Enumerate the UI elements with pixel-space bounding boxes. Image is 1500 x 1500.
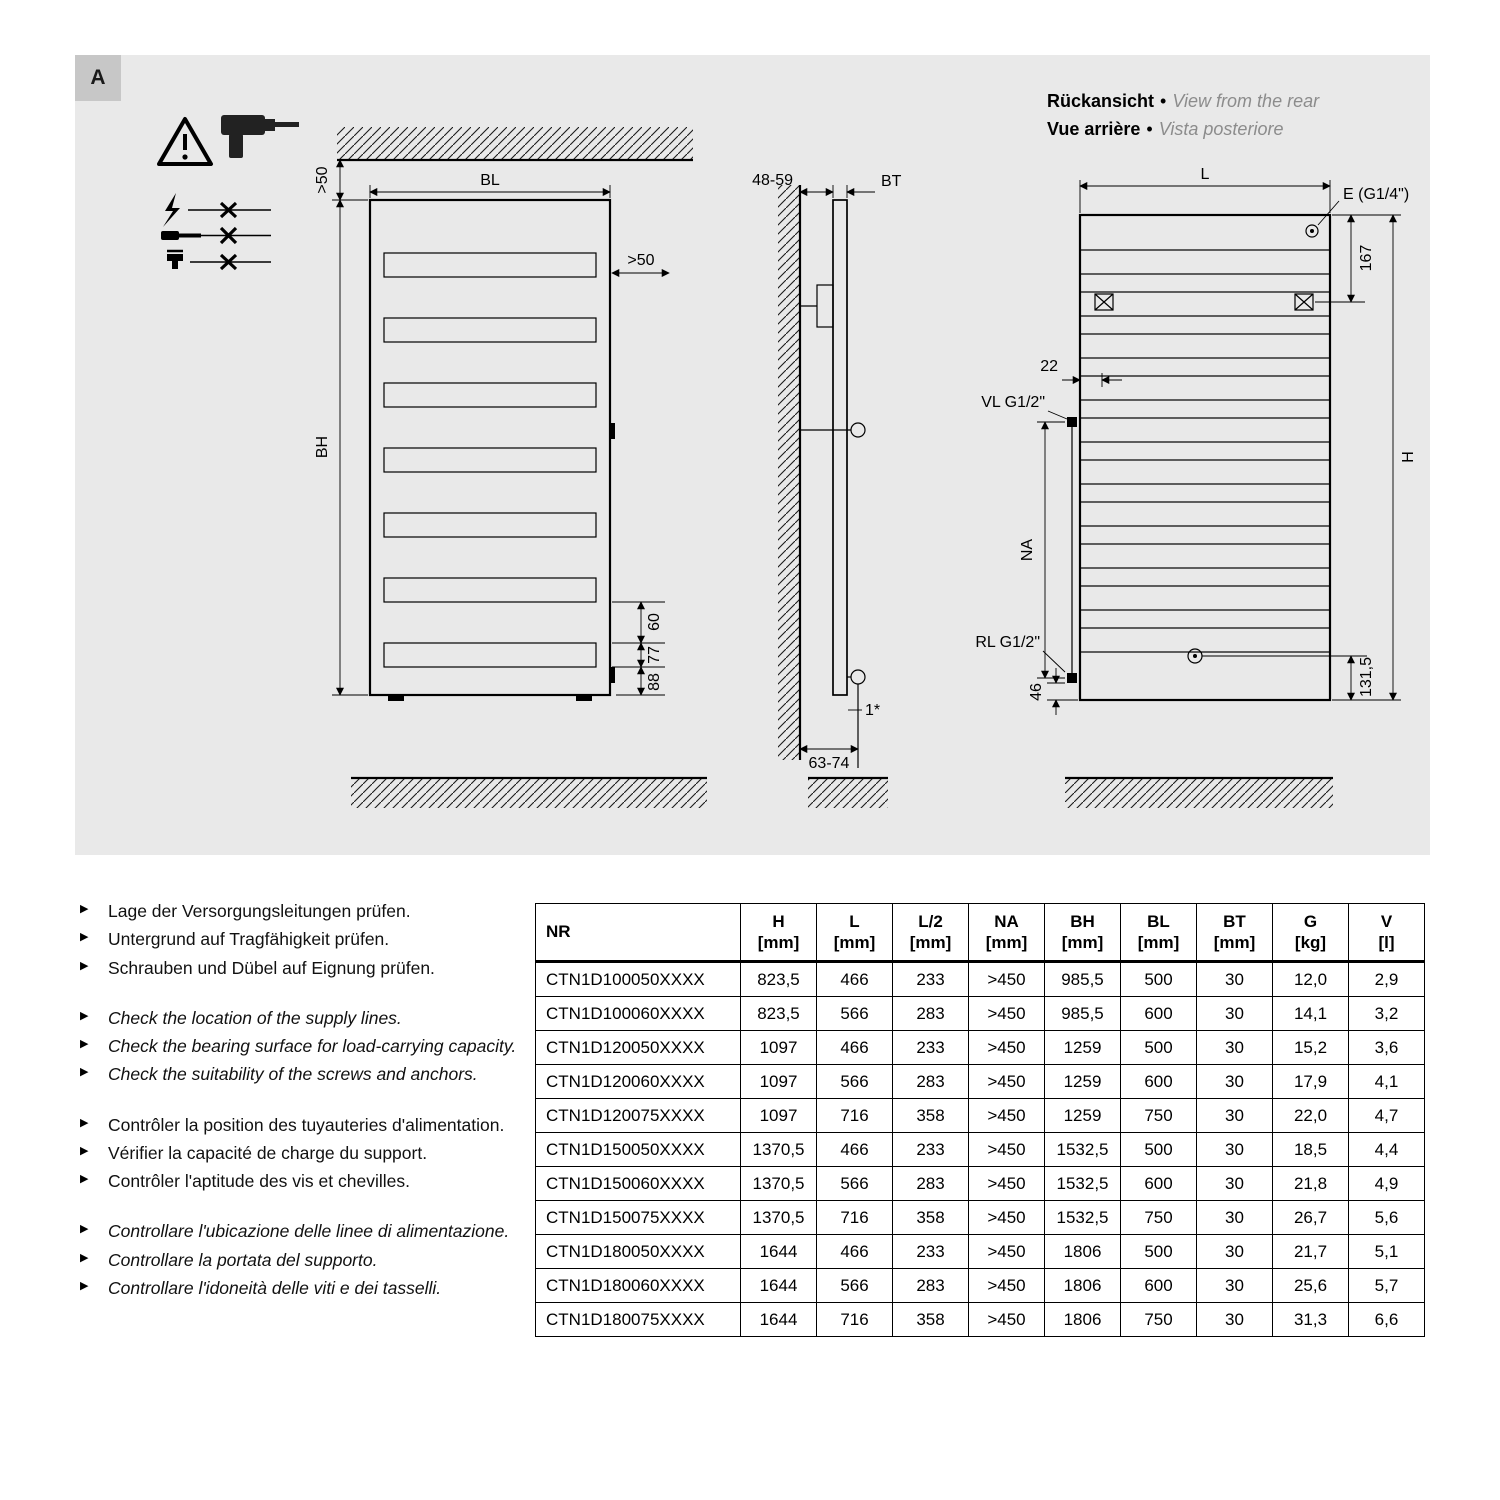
vl-connection (1067, 417, 1077, 427)
value-cell: 466 (817, 1235, 893, 1269)
hidden-pipe-icon (161, 228, 271, 243)
value-cell: 14,1 (1273, 997, 1349, 1031)
value-cell: 5,6 (1349, 1201, 1425, 1235)
notes-german (78, 898, 530, 981)
dim-label-bh: BH (314, 435, 331, 459)
dim-label-wall-gap: 48-59 (752, 172, 793, 189)
bullet-icon: ▶ (80, 1144, 89, 1157)
value-cell: 21,7 (1273, 1235, 1349, 1269)
value-cell: >450 (969, 1167, 1045, 1201)
dim-label-e: E (G1/4") (1343, 186, 1410, 203)
caption-en: View from the rear (1172, 91, 1320, 111)
value-cell: 21,8 (1273, 1167, 1349, 1201)
value-cell: 30 (1197, 1201, 1273, 1235)
value-cell: 233 (893, 1031, 969, 1065)
value-cell: 31,3 (1273, 1303, 1349, 1337)
value-cell: 1644 (741, 1269, 817, 1303)
note-text: Schrauben und Dübel auf Eignung prüfen. (108, 957, 435, 978)
dim-label-one-star: 1* (865, 702, 881, 719)
header-row (536, 904, 1425, 962)
value-cell: 716 (817, 1099, 893, 1133)
nr-cell: CTN1D180060XXXX (536, 1269, 741, 1303)
value-cell: 716 (817, 1201, 893, 1235)
nr-cell: CTN1D100050XXXX (536, 962, 741, 997)
dim-label-bl: BL (480, 172, 500, 189)
dim-label-22: 22 (1040, 358, 1058, 375)
value-cell: >450 (969, 1133, 1045, 1167)
instruction-notes (78, 898, 530, 1325)
value-cell: 12,0 (1273, 962, 1349, 997)
note-text: Untergrund auf Tragfähigkeit prüfen. (108, 929, 390, 950)
value-cell: 15,2 (1273, 1031, 1349, 1065)
value-cell: 5,1 (1349, 1235, 1425, 1269)
table-row (536, 997, 1425, 1031)
value-cell: 233 (893, 1133, 969, 1167)
value-cell: 30 (1197, 997, 1273, 1031)
value-cell: 1097 (741, 1065, 817, 1099)
table-row (536, 1235, 1425, 1269)
value-cell: 716 (817, 1303, 893, 1337)
dim-label-gt50-right: >50 (627, 252, 655, 269)
value-cell: 500 (1121, 962, 1197, 997)
nr-cell: CTN1D120050XXXX (536, 1031, 741, 1065)
value-cell: 26,7 (1273, 1201, 1349, 1235)
dim-label-h: H (1400, 451, 1417, 463)
nr-cell: CTN1D120060XXXX (536, 1065, 741, 1099)
value-cell: 600 (1121, 1065, 1197, 1099)
value-cell: 985,5 (1045, 997, 1121, 1031)
value-cell: 1259 (1045, 1099, 1121, 1133)
value-cell: 500 (1121, 1235, 1197, 1269)
table-row (536, 1201, 1425, 1235)
value-cell: 823,5 (741, 962, 817, 997)
note-item (78, 1033, 530, 1059)
bullet-icon: ▶ (80, 1038, 89, 1050)
table-row (536, 1065, 1425, 1099)
value-cell: 30 (1197, 1133, 1273, 1167)
col-header-h: H [mm] (741, 904, 817, 962)
note-item (78, 1275, 530, 1301)
value-cell: 566 (817, 997, 893, 1031)
value-cell: 233 (893, 962, 969, 997)
drawing-panel (75, 55, 1430, 855)
col-header-l2: L/2 [mm] (893, 904, 969, 962)
bullet-icon: ▶ (80, 1223, 89, 1236)
value-cell: 600 (1121, 1167, 1197, 1201)
value-cell: 5,7 (1349, 1269, 1425, 1303)
mounting-bracket-icon (1095, 294, 1113, 310)
value-cell: 30 (1197, 1269, 1273, 1303)
nr-cell: CTN1D180050XXXX (536, 1235, 741, 1269)
dim-label-l: L (1200, 166, 1210, 183)
value-cell: 30 (1197, 1303, 1273, 1337)
value-cell: 30 (1197, 1099, 1273, 1133)
dim-label-vl: VL G1/2" (981, 394, 1045, 411)
col-header-bh: BH [mm] (1045, 904, 1121, 962)
value-cell: 466 (817, 1133, 893, 1167)
value-cell: 18,5 (1273, 1133, 1349, 1167)
value-cell: 1644 (741, 1303, 817, 1337)
value-cell: 1532,5 (1045, 1167, 1121, 1201)
value-cell: 1532,5 (1045, 1133, 1121, 1167)
value-cell: 1097 (741, 1031, 817, 1065)
note-text: Check the bearing surface for load-carrying capacity. (108, 1036, 517, 1056)
dim-label-bt: BT (881, 173, 902, 190)
col-header-nr: NR (536, 904, 741, 962)
radiator-side-profile (833, 200, 847, 695)
value-cell: >450 (969, 1201, 1045, 1235)
note-item (78, 1005, 530, 1031)
wall-bracket (817, 285, 833, 327)
rl-connection (1067, 673, 1077, 683)
value-cell: 283 (893, 1065, 969, 1099)
value-cell: 1259 (1045, 1065, 1121, 1099)
note-item (78, 898, 530, 924)
rear-view (975, 166, 1417, 808)
value-cell: 283 (893, 1269, 969, 1303)
wall-hatch (337, 127, 693, 160)
bullet-icon: ▶ (80, 903, 89, 915)
value-cell: 750 (1121, 1303, 1197, 1337)
nr-cell: CTN1D150060XXXX (536, 1167, 741, 1201)
value-cell: 25,6 (1273, 1269, 1349, 1303)
value-cell: 4,7 (1349, 1099, 1425, 1133)
drill-icon (221, 115, 299, 158)
note-text: Controllare l'ubicazione delle linee di alimentazione. (108, 1221, 510, 1242)
value-cell: 466 (817, 1031, 893, 1065)
value-cell: 6,6 (1349, 1303, 1425, 1337)
value-cell: >450 (969, 1269, 1045, 1303)
value-cell: 283 (893, 997, 969, 1031)
floor-hatch (351, 778, 707, 808)
spec-table-body (536, 962, 1425, 1337)
value-cell: >450 (969, 1031, 1045, 1065)
nr-cell: CTN1D150075XXXX (536, 1201, 741, 1235)
value-cell: 1644 (741, 1235, 817, 1269)
value-cell: 600 (1121, 1269, 1197, 1303)
radiator-rear-outline (1080, 215, 1330, 700)
value-cell: 233 (893, 1235, 969, 1269)
notes-english (78, 1005, 530, 1088)
dim-label-131-5: 131,5 (1358, 656, 1375, 698)
value-cell: 1259 (1045, 1031, 1121, 1065)
nr-cell: CTN1D180075XXXX (536, 1303, 741, 1337)
safety-icons (159, 115, 299, 269)
hidden-water-line-icon (167, 251, 271, 269)
nr-cell: CTN1D150050XXXX (536, 1133, 741, 1167)
dim-label-gt50-top: >50 (314, 166, 331, 194)
dim-label-167: 167 (1358, 244, 1375, 272)
nr-cell: CTN1D100060XXXX (536, 997, 741, 1031)
value-cell: 823,5 (741, 997, 817, 1031)
value-cell: >450 (969, 1099, 1045, 1133)
col-header-na: NA [mm] (969, 904, 1045, 962)
value-cell: 358 (893, 1303, 969, 1337)
table-row (536, 1133, 1425, 1167)
side-view (752, 172, 902, 808)
note-item (78, 1061, 530, 1087)
value-cell: 1097 (741, 1099, 817, 1133)
dim-label-77: 77 (646, 646, 663, 664)
value-cell: 3,6 (1349, 1031, 1425, 1065)
value-cell: 466 (817, 962, 893, 997)
value-cell: 30 (1197, 1167, 1273, 1201)
value-cell: 750 (1121, 1099, 1197, 1133)
bullet-icon: ▶ (80, 1116, 89, 1129)
value-cell: 1370,5 (741, 1167, 817, 1201)
dim-label-60: 60 (646, 613, 663, 631)
note-text: Contrôler la position des tuyauteries d'alimentation. (108, 1114, 505, 1135)
value-cell: 4,4 (1349, 1133, 1425, 1167)
spec-table (535, 903, 1425, 1337)
dim-label-88: 88 (646, 673, 663, 691)
value-cell: 30 (1197, 1065, 1273, 1099)
front-view (314, 127, 707, 808)
mounting-bracket-icon (1295, 294, 1313, 310)
bullet-icon: ▶ (80, 1009, 89, 1022)
rear-view-caption (1047, 87, 1319, 143)
note-item (78, 926, 530, 952)
value-cell: >450 (969, 962, 1045, 997)
col-header-bl: BL [mm] (1121, 904, 1197, 962)
note-item (78, 1140, 530, 1166)
dim-label-floor-gap: 63-74 (808, 755, 850, 772)
bullet-icon: ▶ (80, 1173, 89, 1185)
note-item (78, 1247, 530, 1273)
dim-label-rl: RL G1/2" (975, 634, 1040, 651)
hidden-electric-line-icon (163, 193, 271, 227)
col-header-bt: BT [mm] (1197, 904, 1273, 962)
bullet-icon: ▶ (80, 1251, 89, 1264)
technical-drawing (75, 55, 1430, 855)
bullet-icon: ▶ (80, 1279, 89, 1292)
notes-french (78, 1112, 530, 1195)
table-row (536, 1031, 1425, 1065)
value-cell: 4,1 (1349, 1065, 1425, 1099)
table-row (536, 962, 1425, 997)
note-item (78, 1112, 530, 1138)
value-cell: 30 (1197, 1031, 1273, 1065)
col-header-v: V [l] (1349, 904, 1425, 962)
value-cell: 17,9 (1273, 1065, 1349, 1099)
value-cell: 500 (1121, 1031, 1197, 1065)
col-header-g: G [kg] (1273, 904, 1349, 962)
floor-hatch (808, 778, 888, 808)
value-cell: 985,5 (1045, 962, 1121, 997)
wall-hatch (778, 185, 800, 760)
value-cell: 566 (817, 1065, 893, 1099)
notes-italian (78, 1218, 530, 1301)
value-cell: >450 (969, 1065, 1045, 1099)
table-row (536, 1269, 1425, 1303)
bullet-icon: ▶ (80, 1066, 89, 1079)
bullet-icon: ▶ (80, 959, 89, 972)
section-label: A (75, 55, 121, 101)
value-cell: 1370,5 (741, 1133, 817, 1167)
value-cell: 4,9 (1349, 1167, 1425, 1201)
value-cell: 566 (817, 1167, 893, 1201)
caption-de: Rückansicht (1047, 91, 1155, 111)
note-item (78, 955, 530, 981)
caption-it: Vista posteriore (1158, 119, 1284, 139)
value-cell: 358 (893, 1099, 969, 1133)
value-cell: >450 (969, 1235, 1045, 1269)
note-text: Controllare l'idoneità delle viti e dei tasselli. (108, 1277, 442, 1298)
dim-label-46: 46 (1028, 683, 1045, 701)
nr-cell: CTN1D120075XXXX (536, 1099, 741, 1133)
caption-separator: • (1146, 119, 1153, 139)
value-cell: 358 (893, 1201, 969, 1235)
value-cell: 283 (893, 1167, 969, 1201)
floor-hatch (1065, 778, 1333, 808)
value-cell: 600 (1121, 997, 1197, 1031)
value-cell: 22,0 (1273, 1099, 1349, 1133)
note-text: Lage der Versorgungsleitungen prüfen. (108, 901, 411, 921)
value-cell: >450 (969, 997, 1045, 1031)
table-row (536, 1099, 1425, 1133)
table-row (536, 1303, 1425, 1337)
note-item (78, 1218, 530, 1244)
caption-fr: Vue arrière (1047, 119, 1141, 139)
caption-separator: • (1160, 91, 1167, 111)
note-text: Check the suitability of the screws and anchors. (108, 1064, 478, 1085)
value-cell: 30 (1197, 962, 1273, 997)
value-cell: >450 (969, 1303, 1045, 1337)
col-header-l: L [mm] (817, 904, 893, 962)
value-cell: 3,2 (1349, 997, 1425, 1031)
value-cell: 1806 (1045, 1269, 1121, 1303)
note-text: Vérifier la capacité de charge du support. (108, 1142, 428, 1163)
dim-label-na: NA (1019, 538, 1036, 562)
value-cell: 1370,5 (741, 1201, 817, 1235)
value-cell: 2,9 (1349, 962, 1425, 997)
note-text: Check the location of the supply lines. (108, 1007, 402, 1028)
value-cell: 500 (1121, 1133, 1197, 1167)
value-cell: 1532,5 (1045, 1201, 1121, 1235)
value-cell: 1806 (1045, 1235, 1121, 1269)
note-text: Controllare la portata del supporto. (108, 1249, 378, 1270)
value-cell: 566 (817, 1269, 893, 1303)
value-cell: 1806 (1045, 1303, 1121, 1337)
value-cell: 30 (1197, 1235, 1273, 1269)
bullet-icon: ▶ (80, 931, 89, 944)
note-text: Contrôler l'aptitude des vis et chevilles. (108, 1171, 410, 1191)
table-row (536, 1167, 1425, 1201)
note-item (78, 1168, 530, 1194)
value-cell: 750 (1121, 1201, 1197, 1235)
